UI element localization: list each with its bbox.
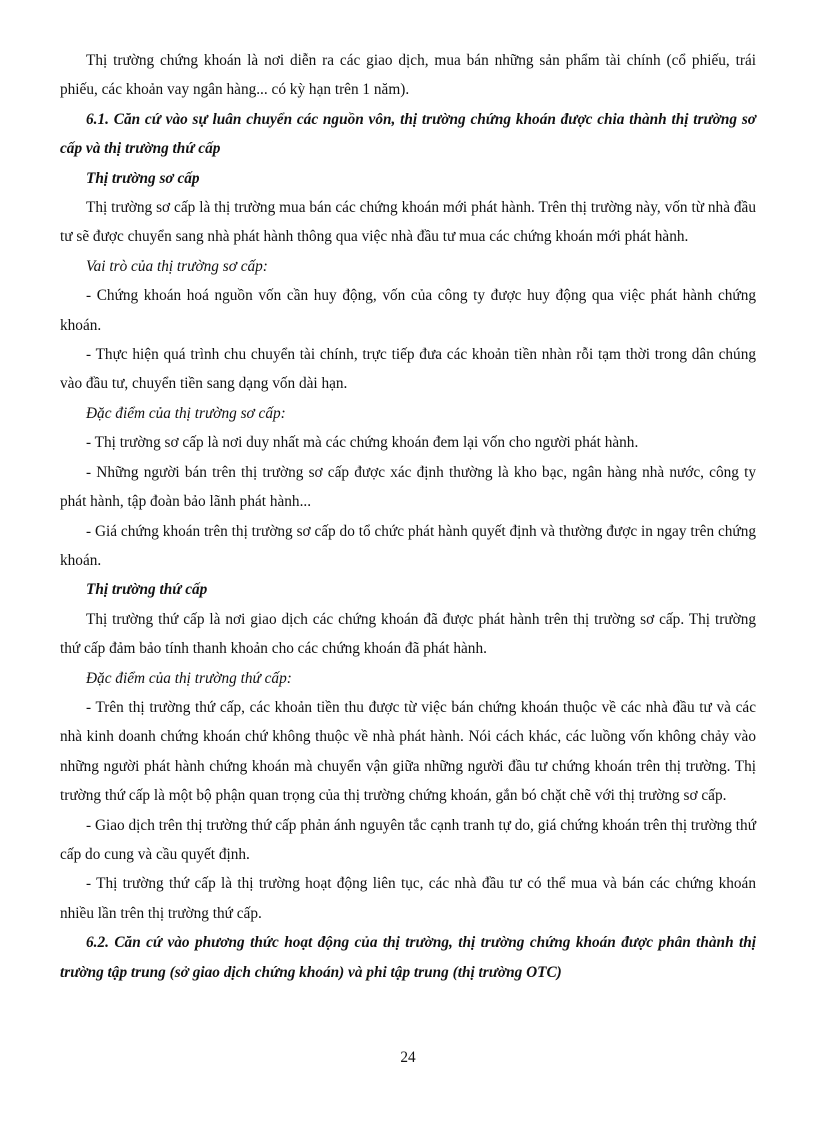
italic-label: Đặc điểm của thị trường sơ cấp: — [86, 404, 286, 422]
italic-label: Vai trò của thị trường sơ cấp: — [86, 257, 268, 275]
bullet-item: - Thị trường sơ cấp là nơi duy nhất mà các chứng khoán đem lại vốn cho người phát hành. — [86, 434, 639, 452]
bullet-item: - Trên thị trường thứ cấp, các khoản tiền thu được từ việc bán chứng khoán thuộc về các nhà đầu tư và các nhà kinh doanh chứng khoán chứ không thuộc về nhà phát hành. Nói cách khác, các luồng vốn không chảy vào những người phát hành chứng khoán mà chuyển vận giữa những người đầu tư chứng khoán trên thị trường. Thị trường thứ cấp là một bộ phận quan trọng của thị trường chứng khoán, gắn bó chặt chẽ với thị trường sơ cấp. — [60, 698, 756, 805]
subheading-primary-market: Thị trường sơ cấp — [86, 169, 200, 187]
intro-paragraph: Thị trường chứng khoán là nơi diễn ra các giao dịch, mua bán những sản phẩm tài chính (cổ phiếu, trái phiếu, các khoản vay ngân hàng... có kỳ hạn trên 1 năm). — [60, 52, 756, 99]
section-heading-6-2: 6.2. Căn cứ vào phương thức hoạt động của thị trường, thị trường chứng khoán được phân thành thị trường tập trung (sở giao dịch chứng khoán) và phi tập trung (thị trường OTC) — [60, 934, 756, 981]
page-number: 24 — [400, 1049, 416, 1066]
italic-label: Đặc điểm của thị trường thứ cấp: — [86, 669, 292, 687]
paragraph: Thị trường sơ cấp là thị trường mua bán các chứng khoán mới phát hành. Trên thị trường này, vốn từ nhà đầu tư sẽ được chuyển sang nhà phát hành thông qua việc nhà đầu tư mua các chứng khoán mới phát hành. — [60, 199, 756, 246]
bullet-item: - Chứng khoán hoá nguồn vốn cần huy động, vốn của công ty được huy động qua việc phát hành chứng khoán. — [60, 287, 756, 334]
bullet-item: - Giao dịch trên thị trường thứ cấp phản ánh nguyên tắc cạnh tranh tự do, giá chứng khoán trên thị trường thứ cấp do cung và cầu quyết định. — [60, 816, 756, 863]
paragraph: Thị trường thứ cấp là nơi giao dịch các chứng khoán đã được phát hành trên thị trường sơ cấp. Thị trường thứ cấp đảm bảo tính thanh khoản cho các chứng khoán đã phát hành. — [60, 610, 756, 658]
document-page — [60, 46, 756, 987]
section-heading-6-1: 6.1. Căn cứ vào sự luân chuyển các nguồn vôn, thị trường chứng khoán được chia thành thị trường sơ cấp và thị trường thứ cấp — [60, 110, 756, 158]
bullet-item: - Thị trường thứ cấp là thị trường hoạt động liên tục, các nhà đầu tư có thể mua và bán các chứng khoán nhiều lần trên thị trường thứ cấp. — [60, 875, 756, 922]
bullet-item: - Những người bán trên thị trường sơ cấp được xác định thường là kho bạc, ngân hàng nhà nước, công ty phát hành, tập đoàn bảo lãnh phát hành... — [60, 463, 756, 511]
subheading-secondary-market: Thị trường thứ cấp — [86, 581, 208, 599]
bullet-item: - Giá chứng khoán trên thị trường sơ cấp do tổ chức phát hành quyết định và thường được in ngay trên chứng khoán. — [60, 522, 756, 569]
bullet-item: - Thực hiện quá trình chu chuyển tài chính, trực tiếp đưa các khoản tiền nhàn rỗi tạm thời trong dân chúng vào đầu tư, chuyển tiền sang dạng vốn dài hạn. — [60, 346, 756, 393]
